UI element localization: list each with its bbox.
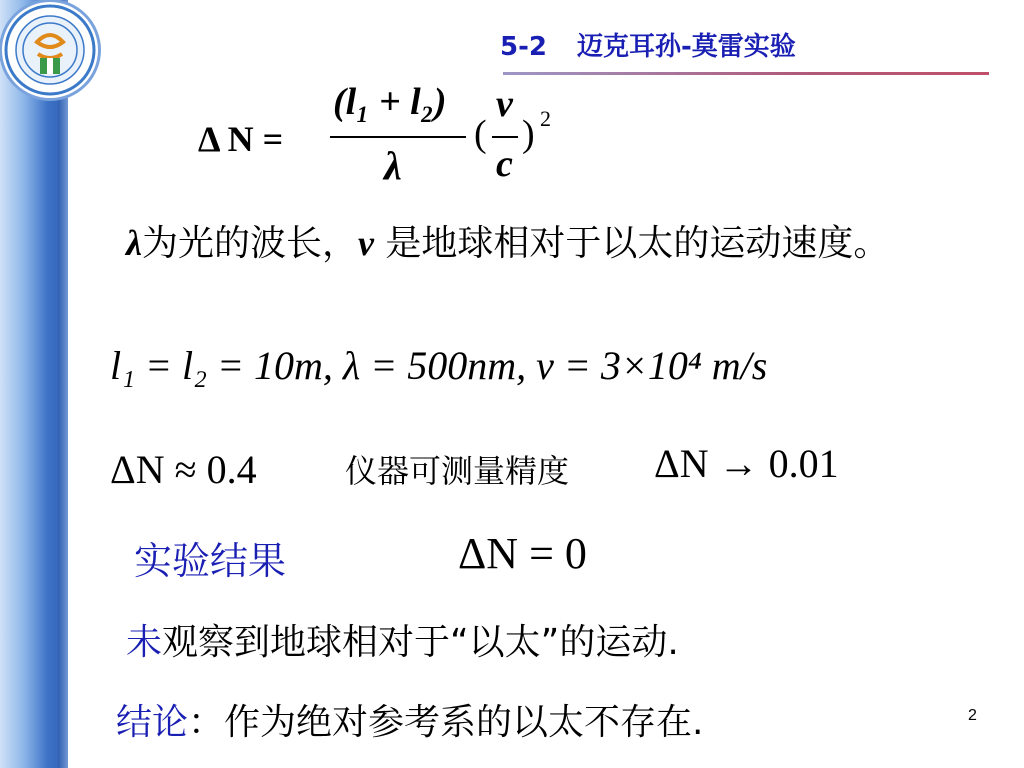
conclusion-label: 结论 [116, 702, 189, 743]
paragraph-text-2: 是地球相对于以太的运动速度。 [373, 223, 890, 264]
result-label: 实验结果 [134, 539, 287, 583]
observation-text: 观察到地球相对于“以太”的运动. [162, 622, 679, 663]
equation-lhs: Δ N = [198, 119, 284, 159]
description-paragraph [82, 215, 982, 272]
equation-denominator: λ [384, 143, 402, 188]
delta-n-estimate: ΔN ≈ 0.4 [110, 447, 257, 492]
lambda-symbol: λ [126, 223, 142, 263]
v-symbol: v [358, 223, 374, 263]
precision-label: 仪器可测量精度 [345, 452, 570, 490]
small-fraction-bar [492, 136, 518, 138]
conclusion-colon: ： [188, 702, 225, 743]
title-text: 迈克耳孙-莫雷实验 [576, 32, 796, 62]
values-line: l₁ = l₂ = 10m, λ = 500nm, v = 3×10⁴ m/s [110, 343, 768, 388]
observation-prefix: 未 [126, 622, 163, 663]
equation-numerator: (l₁ + l₂) [333, 81, 447, 123]
paragraph-text-1: 为光的波长， [141, 223, 358, 264]
university-emblem-icon [2, 2, 98, 98]
sidebar-edge [58, 0, 68, 768]
fraction-bar [330, 136, 466, 138]
precision-value: ΔN → 0.01 [654, 441, 839, 486]
factor-denominator: c [496, 143, 513, 185]
slide-title [500, 26, 796, 63]
paren-open: ( [474, 113, 487, 155]
conclusion-text: 作为绝对参考系的以太不存在. [224, 702, 704, 743]
observation-line [126, 614, 679, 665]
result-value: ΔN = 0 [458, 529, 587, 578]
exponent: 2 [540, 106, 551, 131]
paren-close: ) [522, 113, 535, 155]
factor-numerator: v [496, 83, 513, 125]
conclusion-line [116, 694, 703, 745]
section-number: 5-2 [500, 32, 547, 62]
page-number: 2 [968, 707, 977, 724]
title-underline [503, 72, 989, 75]
equation-delta-n [198, 80, 578, 200]
